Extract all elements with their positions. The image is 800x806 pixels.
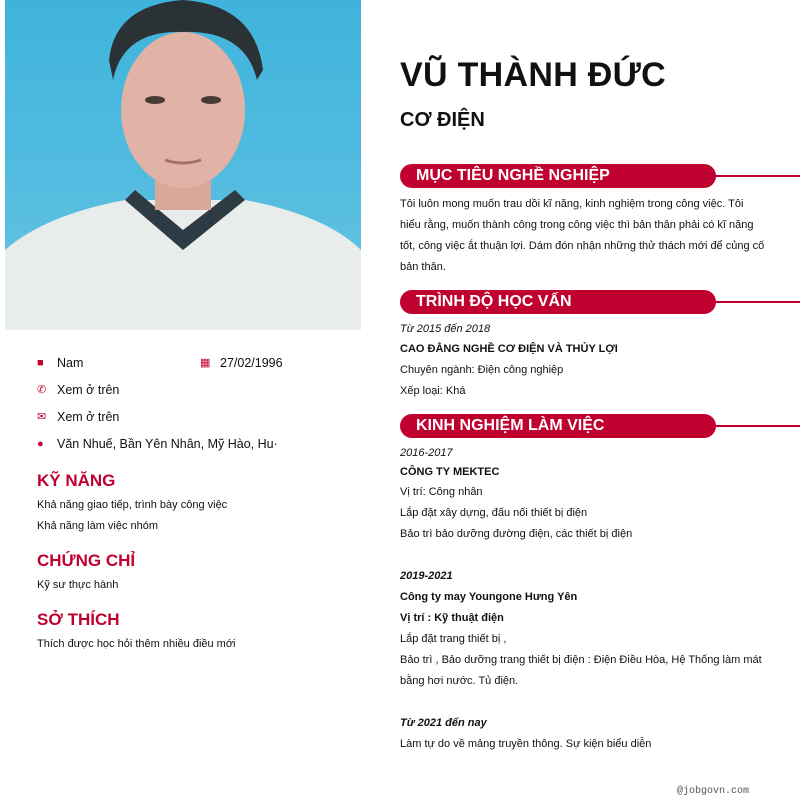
certificates-heading: CHỨNG CHỈ (37, 551, 136, 570)
email-row (37, 403, 367, 430)
address-row (37, 430, 367, 457)
section-header-education (400, 290, 800, 314)
job-line: Lắp đặt trang thiết bị , (400, 633, 507, 645)
job-position: Vị trí : Kỹ thuật điện (400, 612, 504, 624)
education-grade: Xếp loại: Khá (400, 385, 466, 397)
job-line: Làm tự do về mảng truyền thông. Sự kiện biểu diễn (400, 738, 652, 750)
section-header-experience (400, 414, 800, 438)
education-major: Chuyên ngành: Điện công nghiệp (400, 364, 564, 376)
birthdate: 27/02/1996 (220, 355, 283, 370)
job-line: Bảo trì , Bảo dưỡng trang thiết bị điện : Điện Điều Hòa, Hệ Thống làm mát bằng hơi nước. Tủ điện. (400, 654, 762, 687)
user-icon: ■ (37, 356, 44, 369)
watermark: @jobgovn.com (677, 786, 750, 797)
section-header-objective (400, 164, 800, 188)
phone-icon: ✆ (37, 384, 47, 396)
education-period: Từ 2015 đến 2018 (400, 323, 491, 335)
skills-heading: KỸ NĂNG (37, 471, 116, 490)
skill-item: Khả năng giao tiếp, trình bày công việc (37, 499, 228, 511)
location-pin-icon: ● (37, 437, 44, 450)
contact-and-sidebar (37, 349, 367, 655)
job-line: Lắp đặt xây dựng, đấu nối thiết bị điện (400, 507, 588, 519)
main-column (400, 56, 800, 755)
section-title: TRÌNH ĐỘ HỌC VẤN (400, 290, 716, 314)
job-line: Bảo trì bảo dưỡng đường điện, các thiết bị điện (400, 528, 633, 540)
job-period: Từ 2021 đến nay (400, 717, 487, 729)
skill-item: Khả năng làm việc nhóm (37, 520, 159, 532)
calendar-icon: ▦ (200, 357, 211, 369)
phone: Xem ở trên (57, 382, 120, 397)
profile-photo (5, 0, 361, 330)
job-company: Công ty may Youngone Hưng Yên (400, 591, 578, 603)
section-title: KINH NGHIỆM LÀM VIỆC (400, 414, 716, 438)
birthdate-row (200, 349, 283, 376)
hobbies-heading: SỞ THÍCH (37, 610, 120, 629)
job-position: Vị trí: Công nhân (400, 486, 483, 498)
gender: Nam (57, 355, 84, 370)
job-title: CƠ ĐIỆN (400, 109, 485, 131)
education-school: CAO ĐẲNG NGHỀ CƠ ĐIỆN VÀ THỦY LỢI (400, 343, 618, 355)
address: Văn Nhuế, Bần Yên Nhân, Mỹ Hào, Hu· (57, 436, 278, 451)
certificate-item: Kỹ sư thực hành (37, 579, 119, 591)
full-name: VŨ THÀNH ĐỨC (400, 56, 667, 94)
job-period: 2016-2017 (400, 447, 453, 459)
job-company: CÔNG TY MEKTEC (400, 466, 500, 478)
job-period: 2019-2021 (400, 570, 453, 582)
objective-text: Tôi luôn mong muốn trau dồi kĩ năng, kinh nghiệm trong công việc. Tôi hiểu rằng, muốn thành công trong công việc thì bản thân phải có kĩ năng tốt, công việc ắt thuận lợi. Dám đón nhận những thử thách mới để củng cố bản thân. (400, 198, 765, 273)
envelope-icon: ✉ (37, 411, 47, 423)
section-title: MỤC TIÊU NGHỀ NGHIỆP (400, 164, 716, 188)
email: Xem ở trên (57, 409, 120, 424)
phone-row (37, 376, 367, 403)
hobby-item: Thích được học hỏi thêm nhiều điều mới (37, 638, 236, 650)
